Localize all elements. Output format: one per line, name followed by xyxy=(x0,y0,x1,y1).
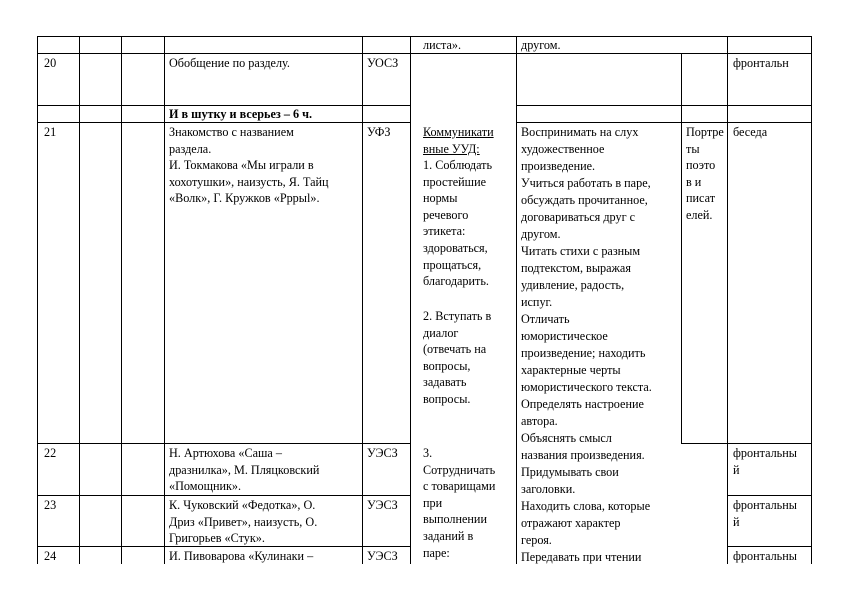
row-23-topic: К. Чуковский «Федотка», О. Дриз «Привет», наизусть, О. Григорьев «Стук». xyxy=(169,498,318,546)
row-22-topic: Н. Артюхова «Саша – дразнилка», М. Пляцковский «Помощник». xyxy=(169,446,320,494)
row-rule-21-right xyxy=(516,122,811,123)
row-22-number: 22 xyxy=(44,446,57,460)
row-21-resources: Портре ты поэто в и писат елей. xyxy=(686,125,724,222)
row-20-number: 20 xyxy=(44,56,57,70)
uud-point-3: 3. Сотрудничать с товарищами при выполнении заданий в паре: xyxy=(423,446,496,560)
col-rule-9 xyxy=(811,36,812,564)
row-21-topic: Знакомство с названием раздела. И. Токмакова «Мы играли в хохотушки», наизусть, Я. Тайц «Волк», Г. Кружков «Рррыl». xyxy=(169,125,329,206)
uud-point-2: 2. Вступать в диалог (отвечать на вопросы, задавать вопросы. xyxy=(423,309,492,406)
col-rule-6 xyxy=(516,36,517,564)
row-rule-22 xyxy=(37,443,410,444)
row-21-number: 21 xyxy=(44,125,57,139)
col-rule-8 xyxy=(727,36,728,564)
col-rule-4 xyxy=(362,36,363,564)
row-21-lesson-type: УФЗ xyxy=(367,125,391,139)
col-rule-7 xyxy=(681,53,682,443)
row-24-topic: И. Пивоварова «Кулинаки – xyxy=(169,549,314,563)
top-row-uud: листа». xyxy=(423,38,462,52)
row-rule-section-right xyxy=(516,105,811,106)
row-20-form: фронтальн xyxy=(733,56,789,70)
row-24-number: 24 xyxy=(44,549,57,563)
row-23-form: фронтальны й xyxy=(733,498,797,529)
row-24-form: фронтальны xyxy=(733,549,797,563)
row-22-lesson-type: УЭСЗ xyxy=(367,446,398,460)
top-row-activity: другом. xyxy=(521,38,561,52)
row-23-lesson-type: УЭСЗ xyxy=(367,498,398,512)
col-rule-2 xyxy=(121,36,122,564)
row-rule-22-right xyxy=(681,443,811,444)
col-rule-5 xyxy=(410,36,411,564)
row-22-form: фронтальны й xyxy=(733,446,797,477)
col-rule-3 xyxy=(164,36,165,564)
uud-point-1: 1. Соблюдать простейшие нормы речевого этикета: здороваться, прощаться, благодарить. xyxy=(423,158,493,289)
row-24-lesson-type: УЭСЗ xyxy=(367,549,398,563)
row-20-topic: Обобщение по разделу. xyxy=(169,56,290,70)
activities-text: Воспринимать на слух художественное произведение. Учиться работать в паре, обсуждать прочитанное, договариваться друг с другом. Читать стихи с разным подтекстом, выражая удивление, радость, испуг. Отличать юмористическое произведение; находить характерные черты юмористического текста. Определять настроение автора. Объяснять смысл названия произведения. Придумывать свои заголовки. Находить слова, которые отражают характер героя. Передавать при чтении xyxy=(521,125,652,564)
row-rule-23 xyxy=(37,495,410,496)
col-rule-1 xyxy=(79,36,80,564)
row-rule-23-right xyxy=(727,495,811,496)
row-21-form: беседа xyxy=(733,125,768,139)
row-20-lesson-type: УОСЗ xyxy=(367,56,399,70)
row-23-number: 23 xyxy=(44,498,57,512)
uud-heading: Коммуникати вные УУД: xyxy=(423,125,494,156)
section-header: И в шутку и всерьез – 6 ч. xyxy=(169,107,313,121)
row-rule-24-right xyxy=(727,546,811,547)
col-rule-0 xyxy=(37,36,38,564)
